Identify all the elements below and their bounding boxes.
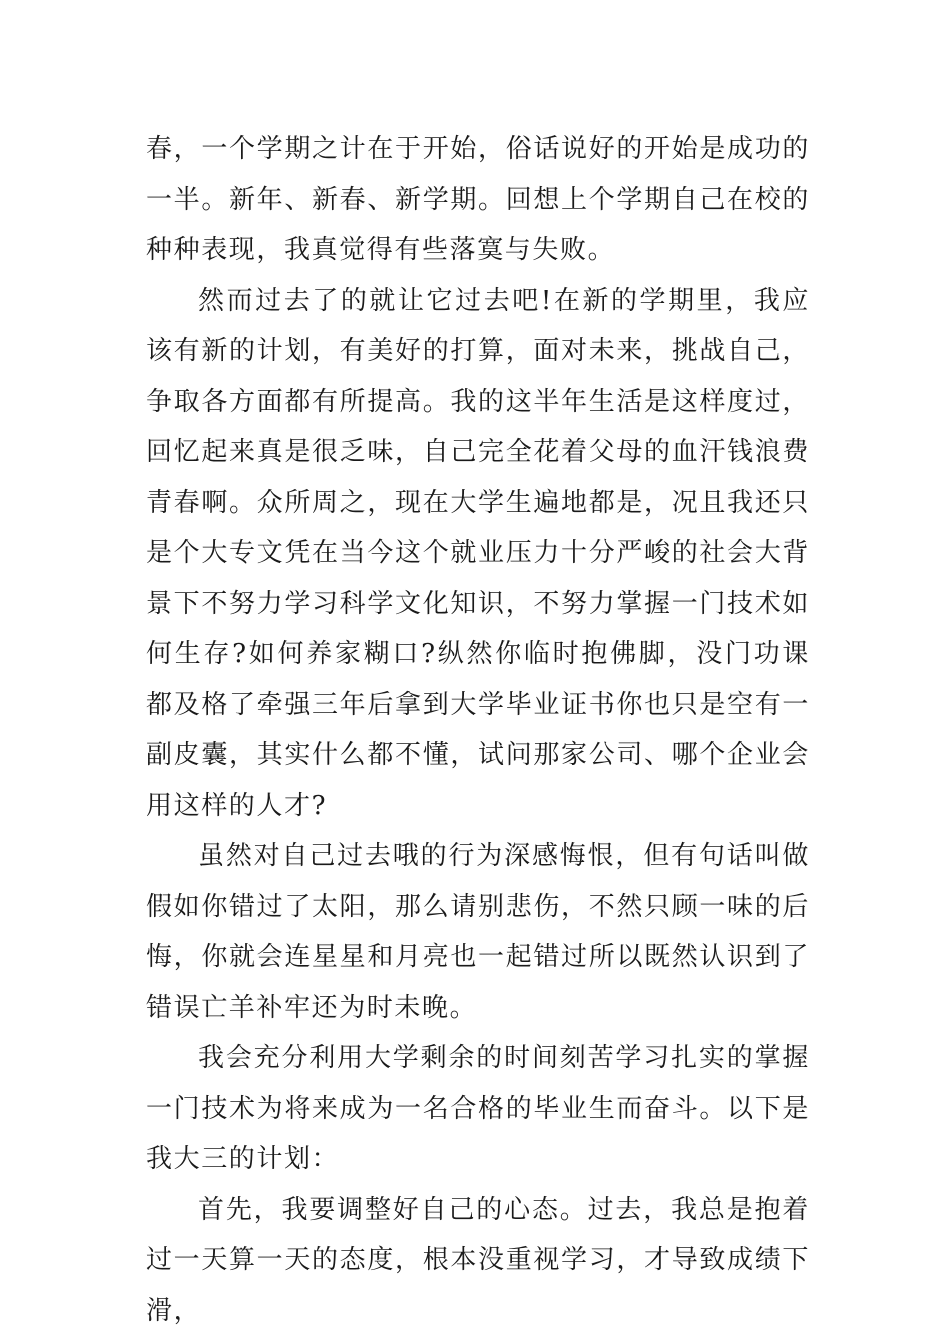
paragraph-4: 我会充分利用大学剩余的时间刻苦学习扎实的掌握一门技术为将来成为一名合格的毕业生而奋斗。以下是我大三的计划： [146,1043,810,1174]
paragraph-3: 虽然对自己过去哦的行为深感悔恨，但有句话叫做假如你错过了太阳，那么请别悲伤，不然只顾一味的后悔，你就会连星星和月亮也一起错过所以既然认识到了错误亡羊补牢还为时未晚。 [146,841,810,1023]
document-body [146,124,810,1336]
paragraph-5: 首先，我要调整好自己的心态。过去，我总是抱着过一天算一天的态度，根本没重视学习，才导致成绩下滑， [146,1194,810,1326]
paragraph-2: 然而过去了的就让它过去吧!在新的学期里，我应该有新的计划，有美好的打算，面对未来，挑战自己，争取各方面都有所提高。我的这半年生活是这样度过，回忆起来真是很乏味，自己完全花着父母的血汗钱浪费青春啊。众所周之，现在大学生遍地都是，况且我还只是个大专文凭在当今这个就业压力十分严峻的社会大背景下不努力学习科学文化知识，不努力掌握一门技术如何生存?如何养家糊口?纵然你临时抱佛脚，没门功课都及格了牵强三年后拿到大学毕业证书你也只是空有一副皮囊，其实什么都不懂，试问那家公司、哪个企业会用这样的人才? [146,285,810,821]
paragraph-1: 春，一个学期之计在于开始，俗话说好的开始是成功的一半。新年、新春、新学期。回想上个学期自己在校的种种表现，我真觉得有些落寞与失败。 [146,134,810,265]
